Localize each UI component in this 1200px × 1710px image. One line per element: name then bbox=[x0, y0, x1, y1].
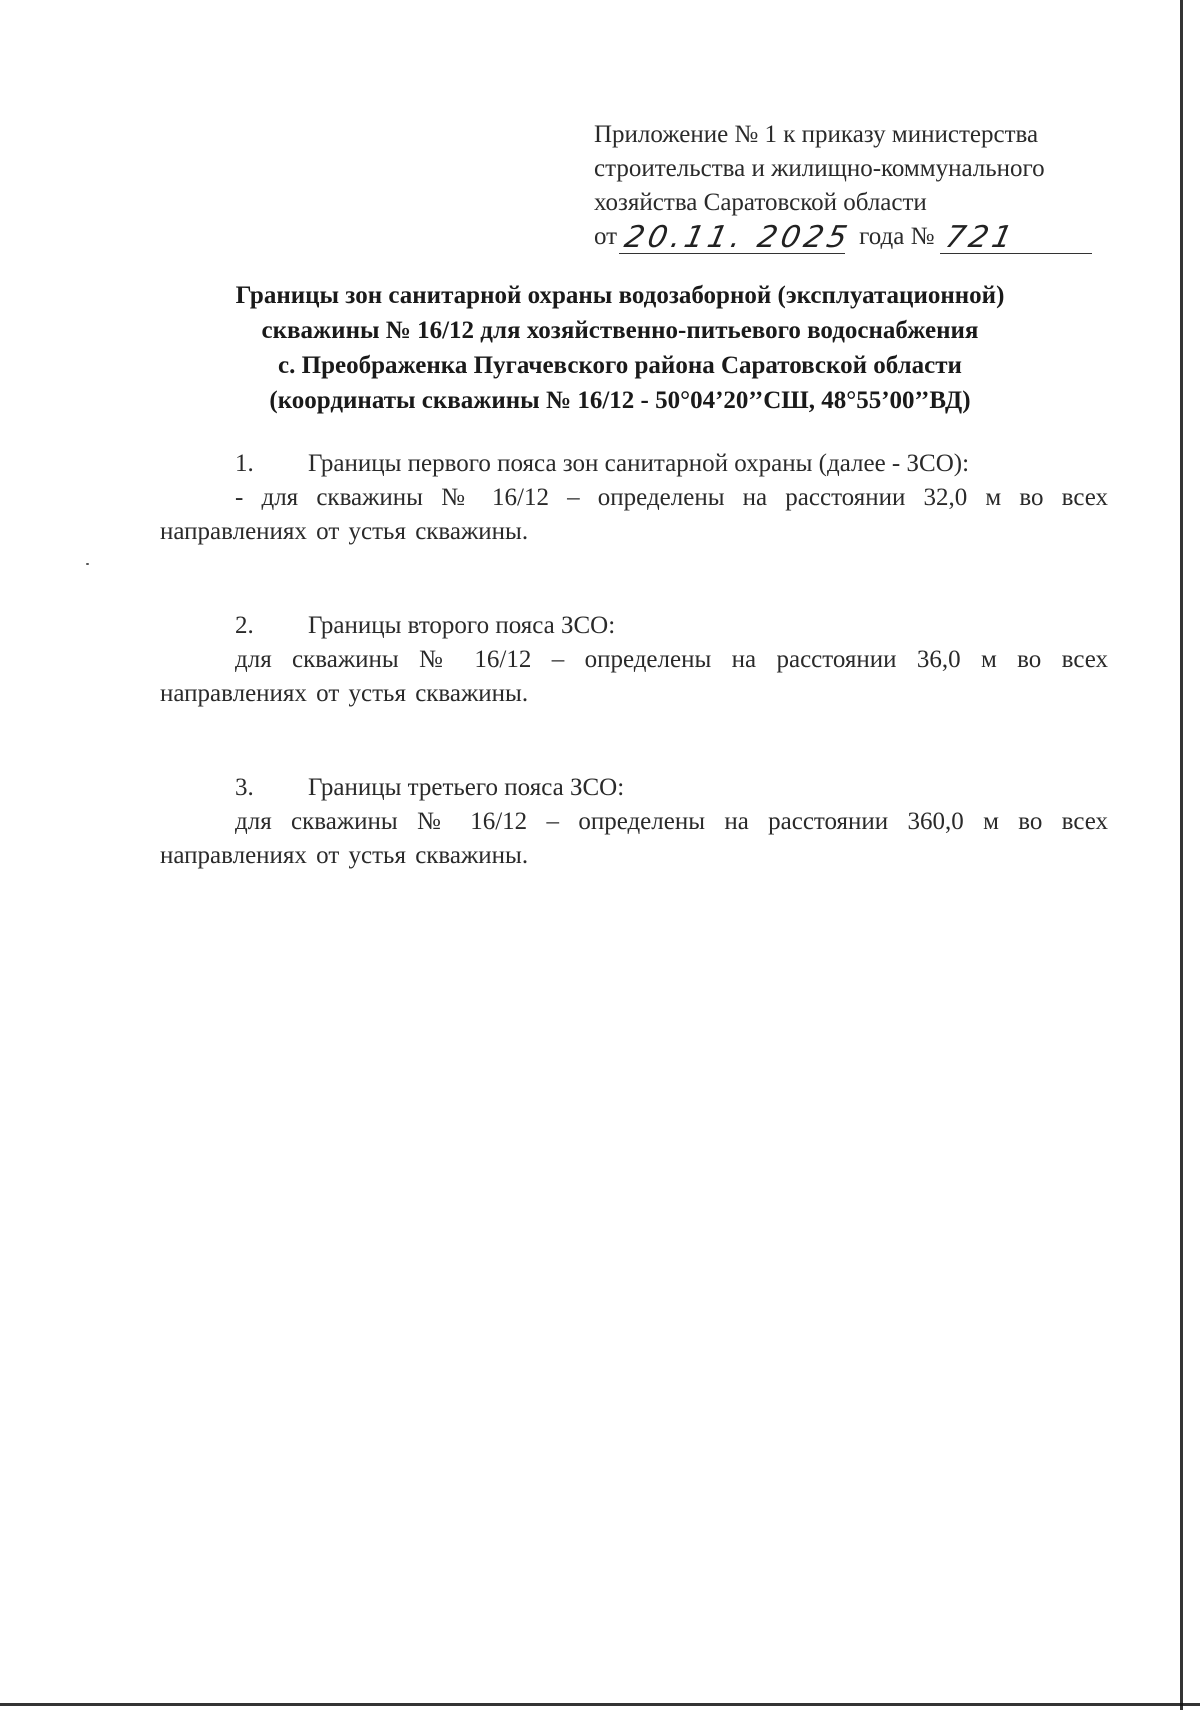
handwritten-order-number: 721 bbox=[942, 220, 1020, 255]
section-3-heading bbox=[160, 771, 1108, 805]
year-word: года № bbox=[859, 223, 935, 250]
document-title bbox=[120, 278, 1120, 418]
section-1 bbox=[160, 447, 1108, 549]
header-line-3: хозяйства Саратовской области bbox=[594, 189, 927, 216]
scan-edge-bottom bbox=[0, 1703, 1200, 1706]
order-date-line bbox=[594, 220, 1154, 254]
section-3-heading-text: Границы третьего пояса ЗСО: bbox=[308, 774, 625, 801]
section-1-heading bbox=[160, 447, 1108, 481]
date-field bbox=[619, 220, 855, 255]
section-1-text: - для скважины № 16/12 – определены на расстоянии 32,0 м во всех направлениях от устья скважины. bbox=[160, 484, 1108, 545]
section-1-heading-text: Границы первого пояса зон санитарной охраны (далее - ЗСО): bbox=[308, 450, 970, 477]
scan-speck bbox=[86, 563, 89, 565]
order-number-field bbox=[940, 220, 1092, 255]
section-2 bbox=[160, 609, 1108, 711]
date-prefix: от bbox=[594, 223, 618, 250]
section-2-heading bbox=[160, 609, 1108, 643]
section-3-text: для скважины № 16/12 – определены на расстоянии 360,0 м во всех направлениях от устья скважины. bbox=[160, 808, 1108, 869]
section-3-number: 3. bbox=[235, 774, 254, 801]
section-2-text: для скважины № 16/12 – определены на расстоянии 36,0 м во всех направлениях от устья скважины. bbox=[160, 646, 1108, 707]
handwritten-date: 20.11. 2025 bbox=[621, 220, 855, 255]
title-line-1: Границы зон санитарной охраны водозаборной (эксплуатационной) bbox=[235, 282, 1005, 309]
scan-edge-right bbox=[1180, 0, 1183, 1710]
title-line-4: (координаты скважины № 16/12 - 50°04’20’’СШ, 48°55’00’’ВД) bbox=[269, 387, 971, 414]
section-2-number: 2. bbox=[235, 612, 254, 639]
title-line-3: с. Преображенка Пугачевского района Саратовской области bbox=[278, 352, 962, 379]
document-body bbox=[160, 447, 1108, 873]
section-2-heading-text: Границы второго пояса ЗСО: bbox=[308, 612, 616, 639]
header-line-2: строительства и жилищно-коммунального bbox=[594, 155, 1045, 182]
appendix-header bbox=[594, 118, 1154, 254]
title-line-2: скважины № 16/12 для хозяйственно-питьевого водоснабжения bbox=[261, 317, 979, 344]
section-1-number: 1. bbox=[235, 450, 254, 477]
header-line-1: Приложение № 1 к приказу министерства bbox=[594, 121, 1039, 148]
section-3 bbox=[160, 771, 1108, 873]
